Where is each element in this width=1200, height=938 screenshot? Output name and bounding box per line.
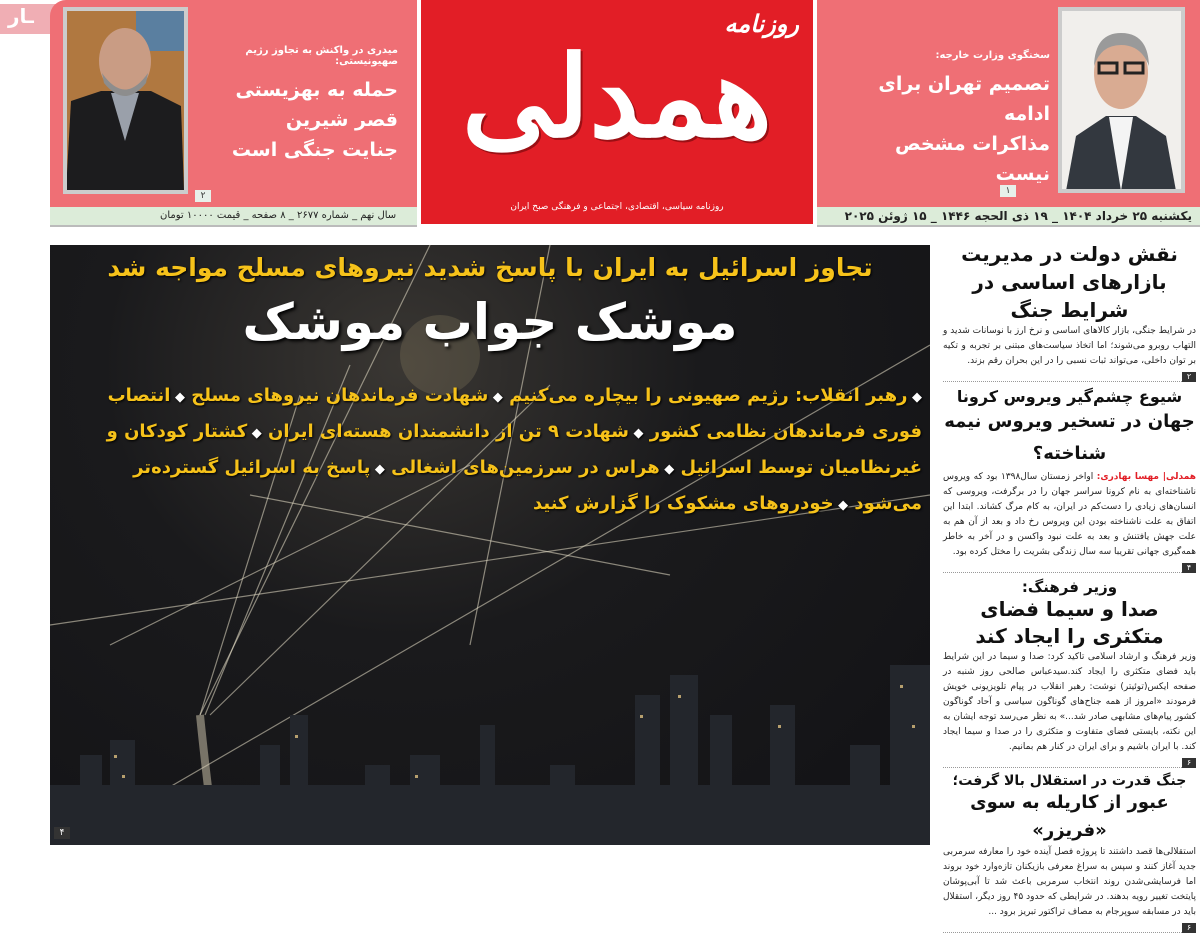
page-ref: ۶ xyxy=(1182,923,1196,933)
teaser-foreign-ministry[interactable] xyxy=(850,50,1050,189)
article-body: استقلالی‌ها قصد داشتند تا پروژه فصل آینده خود را معارفه سرمربی جدید آغاز کنند و سپس به سراغ معرفی بازیکنان تازه‌وارد خود بروند اما فرسایشی‌شدن روند انتخاب سرمربی باعث شد تا آبی‌پوشان پایتخت تغییر رویه بدهند. در شرایطی که حدود ۴۵ روز دیگر، استقلال باید در مسابقه سوپرجام به مصاف تراکتور تبریز برود ... xyxy=(943,847,1197,917)
page-ref: ۶ xyxy=(1182,758,1196,768)
bullet-item: ◆ کشتار کودکان و غیرنظامیان توسط اسرائیل xyxy=(107,421,922,478)
article-body: اواخر زمستان سال۱۳۹۸ بود که ویروس ناشناخته‌ای به نام کرونا سراسر جهان را در برگرفت، ویروسی که انسان‌های زیادی را دست‌کم در ایران، به کام مرگ کشاند. ابتدا این اتفاق به علت ناشناخته بودن این ویروس رخ داد و بعد از آن هم به علت جهش یافتنش و بعد به علت نبود واکسن و در آخر به خاطر همه‌گیری جهانی تقریبا سه سال زندگی بشریت را مختل کرده بود. xyxy=(943,472,1196,557)
teaser-headline-line: تصمیم تهران برای ادامه xyxy=(878,73,1050,125)
page-ref: ۴ xyxy=(54,827,70,839)
article-kicker: جنگ قدرت در استقلال بالا گرفت؛ xyxy=(952,773,1187,789)
article-kicker: شیوع چشم‌گیر ویروس کرونا xyxy=(956,387,1183,406)
sidebar xyxy=(937,240,1200,938)
article-title: جهان در تسخیر ویروس نیمه شناخته؟ xyxy=(944,411,1195,464)
page-ref: ۲ xyxy=(195,190,211,202)
main-bullets xyxy=(70,379,922,523)
sidebar-article-esteghlal[interactable] xyxy=(943,773,1196,933)
watermark-logo: ـار xyxy=(0,4,98,34)
sidebar-article-culture[interactable] xyxy=(943,578,1196,768)
issue-date: یکشنبه ۲۵ خرداد ۱۴۰۴ _ ۱۹ ذی الحجه ۱۴۴۶ _ ۱۵ ژوئن ۲۰۲۵ xyxy=(844,209,1192,223)
teaser-headline-line: حمله به بهزیستی قصر شیرین xyxy=(235,79,398,131)
sidebar-article-markets[interactable] xyxy=(943,240,1196,382)
bullet-item: ◆ شهادت فرماندهان نیروهای مسلح xyxy=(191,385,503,406)
teaser-kicker: میدری در واکنش به تجاوز رژیم صهیونیستی: xyxy=(245,45,398,67)
teaser-headline-line: مذاکرات مشخص نیست xyxy=(894,133,1050,185)
article-byline: همدلی| مهسا بهادری: xyxy=(1096,472,1196,482)
article-title: صدا و سیما فضای متکثری را ایجاد کند xyxy=(975,597,1164,648)
bullet-item: ◆ پاسخ به اسرائیل گسترده‌تر می‌شود xyxy=(133,457,922,514)
article-body: وزیر فرهنگ و ارشاد اسلامی تاکید کرد: صدا و سیما در این شرایط باید فضای متکثری را ایجاد کند.سیدعباس صالحی روز شنبه در صفحه ایکس(توئیتر) نوشت: رهبر انقلاب در پیام تلویزیونی خویش فرمودند «امروز از همه جناح‌های گوناگون سیاسی و آحاد گوناگون کشور پیام‌های مشابهی صادر شد...» به نظر می‌رسد توجه ایشان به این نکته، بایستی فضای متفاوت و متکثری را در صدا و سیما ایجاد کند. با ایران باشیم و برای ایران در کنار هم بمانیم. xyxy=(943,652,1196,752)
logo-prefix: روزنامه xyxy=(724,10,799,38)
article-body: در شرایط جنگی، بازار کالاهای اساسی و نرخ ارز با نوسانات شدید و التهاب روبرو می‌شوند؛ اما اتخاذ سیاست‌های مبتنی بر تجربه و تکیه بر توان داخلی، می‌تواند ثبات نسبی را در این بحران رقم بزند. xyxy=(943,326,1196,366)
page-ref: ۲ xyxy=(1182,372,1196,382)
bullet-item: ◆ انتصاب فوری فرماندهان نظامی کشور xyxy=(108,385,922,442)
article-title: عبور از کاریله به سوی «فریزر» xyxy=(970,792,1169,841)
teaser-headline-line: جنایت جنگی است xyxy=(231,139,398,161)
masthead-logo[interactable] xyxy=(417,0,817,228)
teaser-behzisti[interactable] xyxy=(188,45,398,165)
spokesman-photo xyxy=(1058,7,1185,193)
bullet-item: ◆ هراس در سرزمین‌های اشغالی xyxy=(391,457,674,478)
main-overline: تجاوز اسرائیل به ایران با پاسخ شدید نیروهای مسلح مواجه شد xyxy=(107,253,873,282)
main-story[interactable] xyxy=(50,245,930,845)
bullet-item: ◆ شهادت ۹ تن از دانشمندان هسته‌ای ایران xyxy=(268,421,644,442)
main-headline: موشک جواب موشک xyxy=(242,293,738,351)
article-kicker: وزیر فرهنگ: xyxy=(1021,578,1118,596)
sidebar-article-corona[interactable] xyxy=(943,387,1196,573)
page-ref: ۱ xyxy=(1000,185,1016,197)
bullet-item: ◆ رهبر انقلاب: رژیم صهیونی را بیچاره می‌کنیم xyxy=(509,385,922,406)
meydari-photo xyxy=(63,7,188,194)
issue-info: سال نهم _ شماره ۲۶۷۷ _ ۸ صفحه _ قیمت ۱۰۰۰۰ تومان xyxy=(160,210,397,221)
bullet-item: ◆ خودروهای مشکوک را گزارش کنید xyxy=(533,493,848,514)
logo-tagline: روزنامه سیاسی، اقتصادی، اجتماعی و فرهنگی صبح ایران xyxy=(510,202,724,212)
page-ref: ۴ xyxy=(1182,563,1196,573)
logo-name: همدلی xyxy=(461,32,773,163)
teaser-kicker: سخنگوی وزارت خارجه: xyxy=(935,50,1050,61)
article-title: نقش دولت در مدیریت بازارهای اساسی در شرایط جنگ xyxy=(961,242,1178,322)
